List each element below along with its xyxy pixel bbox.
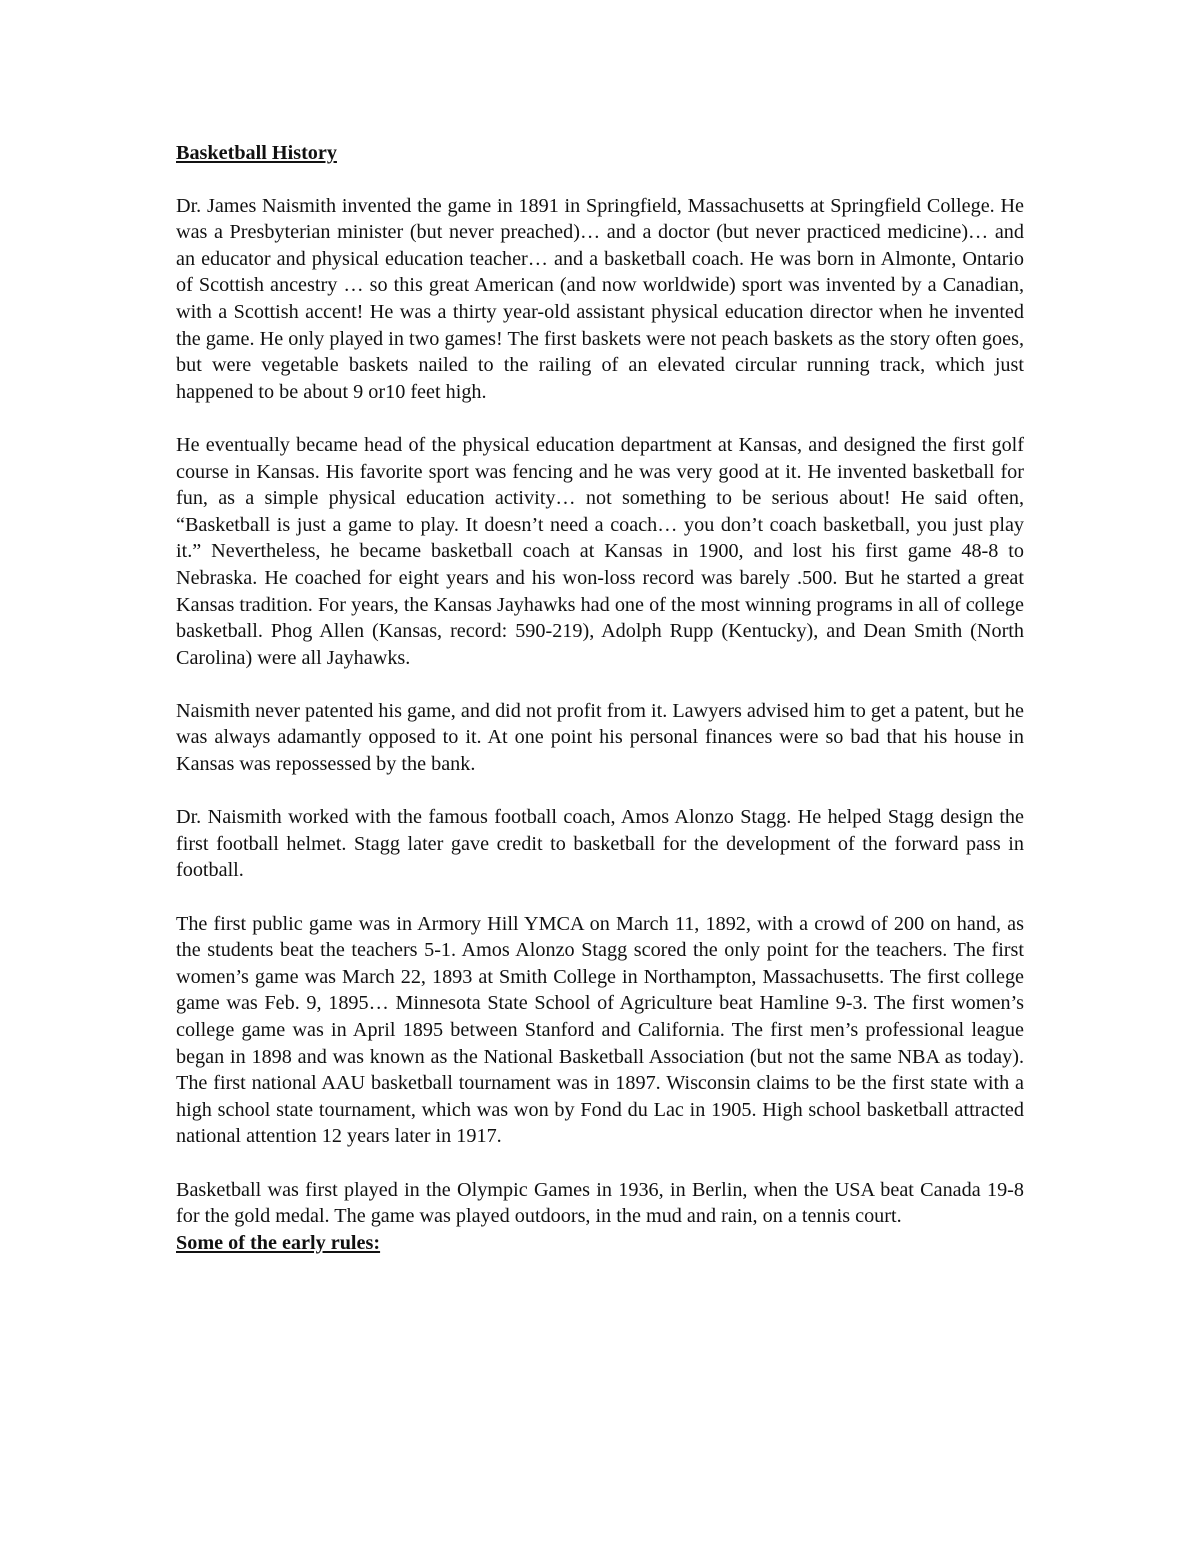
paragraph-kansas: He eventually became head of the physical education department at Kansas, and designed the first golf course in Kansas. His favorite sport was fencing and he was very good at it. He invented basketball for fun, as a simple physical education activity… not something to be serious about! He said often, “Basketball is just a game to play. It doesn’t need a coach… you don’t coach basketball, you just play it.” Nevertheless, he became basketball coach at Kansas in 1900, and lost his first game 48-8 to Nebraska. He coached for eight years and his won-loss record was barely .500. But he started a great Kansas tradition. For years, the Kansas Jayhawks had one of the most winning programs in all of college basketball. Phog Allen (Kansas, record: 590-219), Adolph Rupp (Kentucky), and Dean Smith (North Carolina) were all Jayhawks. (176, 433, 1024, 669)
section-heading-early-rules: Some of the early rules: (176, 1231, 381, 1254)
paragraph-first-games: The first public game was in Armory Hill YMCA on March 11, 1892, with a crowd of 200 on hand, as the students beat the teachers 5-1. Amos Alonzo Stagg scored the only point for the teachers. The first women’s game was March 22, 1893 at Smith College in Northampton, Massachusetts. The first college game was Feb. 9, 1895… Minnesota State School of Agriculture beat Hamline 9-3. The first women’s college game was in April 1895 between Stanford and California. The first men’s professional league began in 1898 and was known as the National Basketball Association (but not the same NBA as today). The first national AAU basketball tournament was in 1897. Wisconsin claims to be the first state with a high school state tournament, which was won by Fond du Lac in 1905. High school basketball attracted national attention 12 years later in 1917. (176, 912, 1024, 1148)
paragraph-patent: Naismith never patented his game, and did not profit from it. Lawyers advised him to get a patent, but he was always adamantly opposed to it. At one point his personal finances were so bad that his house in Kansas was repossessed by the bank. (176, 699, 1024, 776)
document-page (176, 140, 1024, 1256)
document-title: Basketball History (176, 142, 337, 164)
paragraph-stagg: Dr. Naismith worked with the famous football coach, Amos Alonzo Stagg. He helped Stagg design the first football helmet. Stagg later gave credit to basketball for the development of the forward pass in football. (176, 806, 1024, 882)
paragraph-invention: Dr. James Naismith invented the game in 1891 in Springfield, Massachusetts at Springfield College. He was a Presbyterian minister (but never preached)… and a doctor (but never practiced medicine)… and an educator and physical education teacher… and a basketball coach. He was born in Almonte, Ontario of Scottish ancestry … so this great American (and now worldwide) sport was invented by a Canadian, with a Scottish accent! He was a thirty year-old assistant physical education director when he invented the game. He only played in two games! The first baskets were not peach baskets as the story often goes, but were vegetable baskets nailed to the railing of an elevated circular running track, which just happened to be about 9 or10 feet high. (176, 194, 1024, 403)
paragraph-olympics: Basketball was first played in the Olympic Games in 1936, in Berlin, when the USA beat Canada 19-8 for the gold medal. The game was played outdoors, in the mud and rain, on a tennis court. (176, 1178, 1024, 1228)
